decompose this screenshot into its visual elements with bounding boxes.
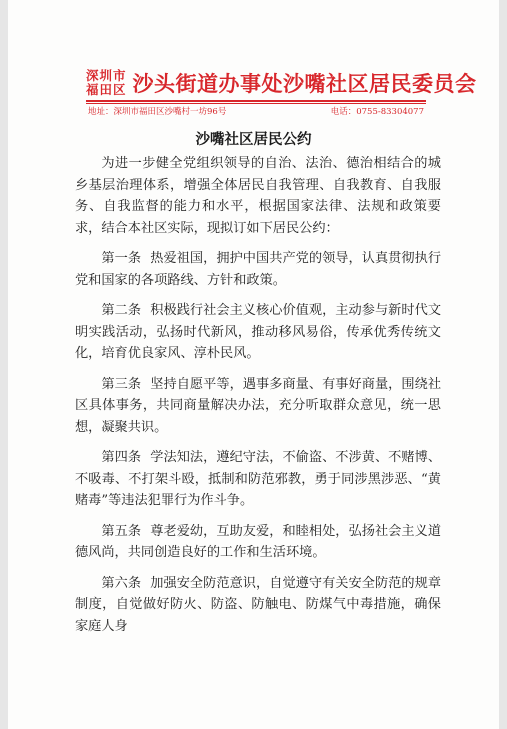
letterhead-rule-thin [86, 103, 426, 104]
article-number: 第二条 [101, 303, 142, 318]
document-page [8, 0, 499, 729]
document-body [75, 153, 441, 646]
article-text: 坚持自愿平等，遇事多商量、有事好商量，围绕社区具体事务，共同商量解决办法，充分听取群众意见，统一思想，凝聚共识。 [75, 376, 442, 435]
contact-line [88, 105, 424, 117]
article-text: 积极践行社会主义核心价值观，主动参与新时代文明实践活动，弘扬时代新风，推动移风易俗，传承优秀传统文化，培育优良家风、淳朴民风。 [75, 303, 442, 361]
intro-paragraph: 为进一步健全党组织领导的自治、法治、德治相结合的城乡基层治理体系，增强全体居民自我管理、自我教育、自我服务、自我监督的能力和水平，根据国家法律、法规和政策要求，结合本社区实际，现拟订如下居民公约： [75, 156, 441, 236]
document-title: 沙嘴社区居民公约 [195, 131, 312, 148]
organization-name: 沙头街道办事处沙嘴社区居民委员会 [132, 71, 477, 96]
article-number: 第五条 [101, 523, 142, 539]
article-paragraph [75, 248, 441, 291]
article-number: 第一条 [101, 251, 142, 266]
district-line-1: 深圳市 [86, 68, 127, 83]
article-text: 热爱祖国，拥护中国共产党的领导，认真贯彻执行党和国家的各项路线、方针和政策。 [75, 251, 442, 288]
district-line-2: 福田区 [86, 82, 127, 97]
article-text: 尊老爱幼，互助友爱，和睦相处，弘扬社会主义道德风尚，共同创造良好的工作和生活环境。 [75, 523, 442, 560]
article-number: 第六条 [101, 575, 142, 591]
letterhead-rule-thick [86, 100, 426, 102]
district-label [86, 69, 127, 97]
article-paragraph [75, 300, 441, 365]
article-text: 学法知法，遵纪守法，不偷盗、不涉黄、不赌博、不吸毒、不打架斗殴，抵制和防范邪教，勇于同涉黑涉恶、“黄赌毒”等违法犯罪行为作斗争。 [75, 450, 442, 508]
article-number: 第四条 [101, 450, 142, 465]
article-paragraph [75, 573, 441, 638]
letterhead [86, 68, 477, 98]
article-number: 第三条 [101, 376, 142, 392]
article-paragraph [75, 521, 441, 564]
article-paragraph [75, 374, 441, 439]
address-text: 地址：深圳市福田区沙嘴村一坊96号 [88, 107, 227, 117]
article-text: 加强安全防范意识，自觉遵守有关安全防范的规章制度，自觉做好防火、防盗、防触电、防煤气中毒措施，确保家庭人身 [75, 575, 442, 634]
phone-text: 电话：0755-83304077 [330, 107, 424, 117]
article-paragraph [75, 447, 441, 512]
